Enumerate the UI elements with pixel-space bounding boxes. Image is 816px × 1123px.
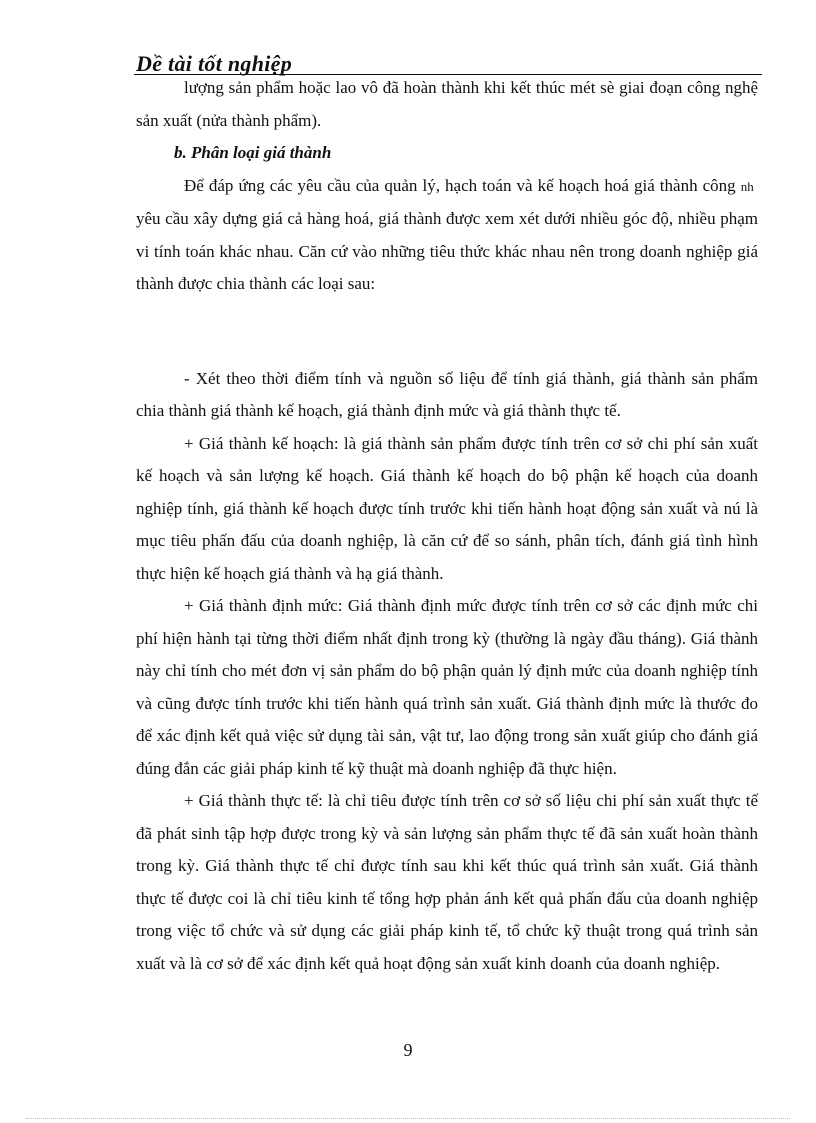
page-header	[134, 48, 762, 75]
paragraph-by-timing: - Xét theo thời điểm tính và nguồn số liệu để tính giá thành, giá thành sản phẩm chia thành giá thành kế hoạch, giá thành định mức và giá thành thực tế.	[136, 368, 758, 420]
paragraph-planned-cost: + Giá thành kế hoạch: là giá thành sản phẩm được tính trên cơ sở chi phí sản xuất kế hoạch và sản lượng kế hoạch. Giá thành kế hoạch do bộ phận kế hoạch của doanh nghiệp tính, giá thành kế hoạch được tính trước khi tiến hành hoạt động sản xuất và nú là mục tiêu phấn đấu của doanh nghiệp, là căn cứ để so sánh, phân tích, đánh giá tình hình thực hiện kế hoạch giá thành và hạ giá thành.	[136, 433, 758, 583]
header-title: Dề tài tốt nghiệp	[136, 51, 293, 76]
page-number: 9	[403, 1040, 413, 1060]
blank-space	[136, 301, 758, 363]
intro-text-end: yêu cầu xây dựng giá cả hàng hoá, giá thành được xem xét dưới nhiều góc độ, nhiều phạm vi tính toán khác nhau. Căn cứ vào những tiêu thức khác nhau nên trong doanh nghiệp giá thành được chia thành các loại sau:	[136, 209, 758, 293]
intro-text-nh: nh	[740, 178, 754, 194]
page-bottom-divider	[26, 1118, 790, 1119]
paragraph-actual-cost: + Giá thành thực tế: là chỉ tiêu được tính trên cơ sở số liệu chi phí sản xuất thực tế đã phát sinh tập hợp được trong kỳ và sản lượng sản phẩm thực tế đã sản xuất hoàn thành trong kỳ. Giá thành thực tế chỉ được tính sau khi kết thúc quá trình sản xuất. Giá thành thực tế được coi là chỉ tiêu kinh tế tổng hợp phản ánh kết quả phấn đấu của doanh nghiệp trong việc tổ chức và sử dụng các giải pháp kinh tế, tổ chức kỹ thuật trong quá trình sản xuất và là cơ sở để xác định kết quả hoạt động sản xuất kinh doanh của doanh nghiệp.	[136, 791, 758, 973]
intro-text-start: Để đáp ứng các yêu cầu của quản lý, hạch toán và kế hoạch hoá giá thành công	[184, 175, 736, 195]
paragraph-continuation: lượng sản phẩm hoặc lao vô đã hoàn thành khi kết thúc mét sè giai đoạn công nghệ sản xuất (nửa thành phẩm).	[136, 78, 758, 130]
paragraph-classification-intro	[136, 170, 758, 301]
section-heading-b: b. Phân loại giá thành	[174, 143, 332, 162]
paragraph-standard-cost: + Giá thành định mức: Giá thành định mức được tính trên cơ sở các định mức chi phí hiện hành tại từng thời điểm nhất định trong kỳ (thường là ngày đầu tháng). Giá thành này chỉ tính cho mét đơn vị sản phẩm do bộ phận quản lý định mức của doanh nghiệp tính và cũng được tính trước khi tiến hành quá trình sản xuất. Giá thành định mức là thước đo để xác định kết quả việc sử dụng tài sản, vật tư, lao động trong sản xuất giúp cho đánh giá đúng đắn các giải pháp kinh tế kỹ thuật mà doanh nghiệp đã thực hiện.	[136, 596, 758, 778]
document-body	[136, 72, 758, 980]
